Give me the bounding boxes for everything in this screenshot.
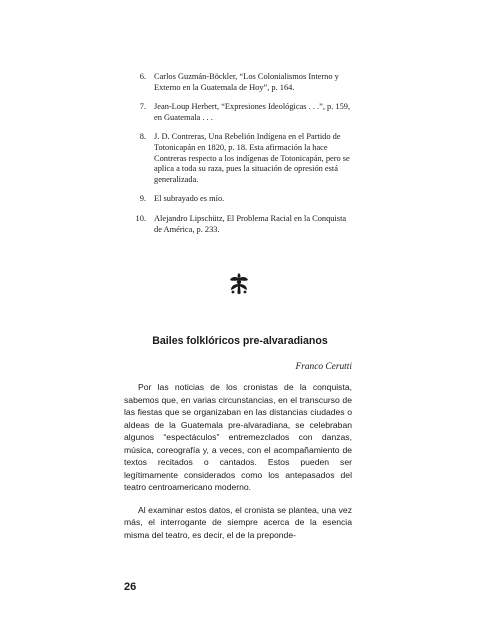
footnote-7 (124, 102, 352, 123)
footnote-8 (124, 132, 352, 185)
footnote-6 (124, 72, 352, 93)
footnote-9 (124, 194, 352, 205)
footnote-text: Jean-Loup Herbert, “Expresiones Ideológicas . . .”, p. 159, en Guatemala . . . (154, 102, 351, 122)
paragraph: Por las noticias de los cronistas de la conquista, sabemos que, en varias circunstancias, en el transcurso de las fiestas que se organizaban en las distancias ciudades o aldeas de la Guatemala pre-alvaradiana, se celebraban algunos “espectáculos” entremezclados con danzas, música, coreografía y, a veces, con el acompañamiento de textos recitados o cantados. Estos pueden ser legítimamente considerados como los antepasados del teatro centroamericano moderno. (124, 382, 352, 492)
footnote-number: 8 . (124, 132, 146, 143)
fleuron-icon (228, 272, 250, 296)
article-title: Bailes folklóricos pre-alvaradianos (152, 335, 328, 347)
article-body (124, 381, 352, 551)
footnote-10 (124, 214, 352, 235)
page-number: 26 (124, 581, 137, 593)
footnote-text: Carlos Guzmán-Böckler, “Los Colonialismos Interno y Externo en la Guatemala de Hoy”, p. 164. (154, 72, 339, 92)
footnotes (124, 72, 352, 244)
footnote-text: Alejandro Lipschütz, El Problema Racial en la Conquista de América, p. 233. (154, 213, 347, 234)
footnote-number: 6 . (124, 72, 146, 83)
footnote-text: El subrayado es mío. (154, 194, 225, 204)
footnote-number: 7 . (124, 102, 146, 113)
paragraph: Al examinar estos datos, el cronista se plantea, una vez más, el interrogante de siempre acerca de la esencia misma del teatro, es decir, el de la preponde- (124, 504, 352, 540)
footnote-number: 10 . (124, 214, 146, 225)
article-author: Franco Cerutti (295, 362, 352, 372)
footnote-text: J. D. Contreras, Una Rebelión Indígena en el Partido de Totonicapán en 1820, p. 18. Esta afirmación la hace Contreras respecto a los indígenas de Totonicapán, pero se aplica a toda su raza, pues la situación de opresión está generalizada. (154, 132, 350, 184)
footnote-number: 9 . (124, 194, 146, 205)
